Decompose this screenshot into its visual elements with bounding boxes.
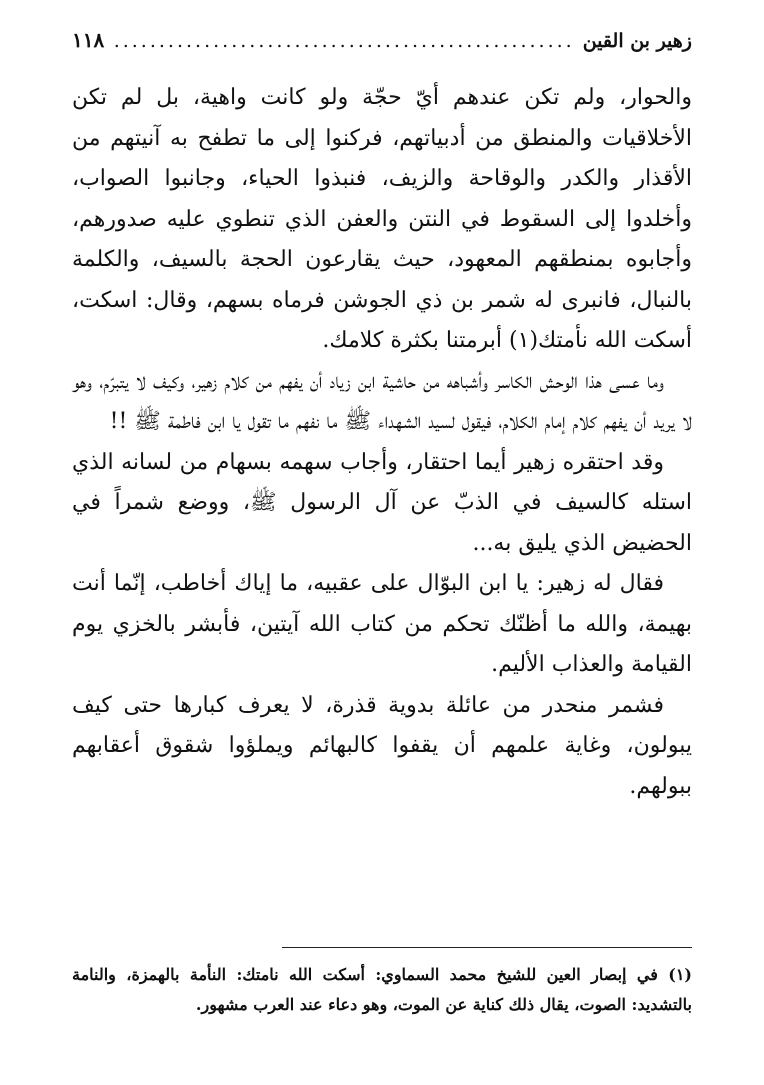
paragraph: والحوار، ولم تكن عندهم أيّ حجّة ولو كانت واهية، بل لم تكن الأخلاقيات والمنطق من أدبياتهم، فركنوا إلى ما تطفح به آنيتهم من الأقذار والكدر والوقاحة والزيف، فنبذوا الحياء، وجانبوا الصواب، وأخلدوا إلى السقوط في النتن والعفن الذي تنطوي عليه صدورهم، وأجابوه بمنطقهم المعهود، حيث يقارعون الحجة بالسيف، والكلمة بالنبال، فانبرى له شمر بن ذي الجوشن فرماه بسهم، وقال: اسكت، أسكت الله نأمتك(١) أبرمتنا بكثرة كلامك. <box>72 85 692 353</box>
header-dot-leader <box>112 30 574 52</box>
page-header <box>72 28 692 62</box>
main-text <box>72 78 692 807</box>
footnote-separator <box>282 947 692 948</box>
paragraph: وما عسى هذا الوحش الكاسر وأشباهه من حاشية ابن زياد أن يفهم من كلام زهير، وكيف لا يتبرّم، وهو لا يريد أن يفهم كلام إمام الكلام، فيقول لسيد الشهداء ﷺ ما نفهم ما تقول يا ابن فاطمة ﷺ !! <box>72 368 692 434</box>
paragraph: فشمر منحدر من عائلة بدوية قذرة، لا يعرف كبارها حتى كيف يبولون، وغاية علمهم أن يقفوا كالبهائم ويملؤوا شقوق أعقابهم ببولهم. <box>72 692 692 799</box>
page-number: ١١٨ <box>72 28 105 52</box>
paragraph: وقد احتقره زهير أيما احتقار، وأجاب سهمه بسهام من لسانه الذي استله كالسيف في الذبّ عن آل الرسول ﷺ، ووضع شمراً في الحضيض الذي يليق به... <box>72 449 692 556</box>
footnote <box>72 960 692 1020</box>
running-title: زهير بن القين <box>582 30 692 52</box>
paragraph: فقال له زهير: يا ابن البوّال على عقبيه، ما إياك أخاطب، إنّما أنت بهيمة، والله ما أظنّك تحكم من كتاب الله آيتين، فأبشر بالخزي يوم القيامة والعذاب الأليم. <box>72 571 692 677</box>
footnote-text: (١) في إبصار العين للشيخ محمد السماوي: أسكت الله نامتك: النأمة بالهمزة، والنامة بالتشديد: الصوت، يقال ذلك كناية عن الموت، وهو دعاء عند العرب مشهور. <box>72 965 692 1014</box>
